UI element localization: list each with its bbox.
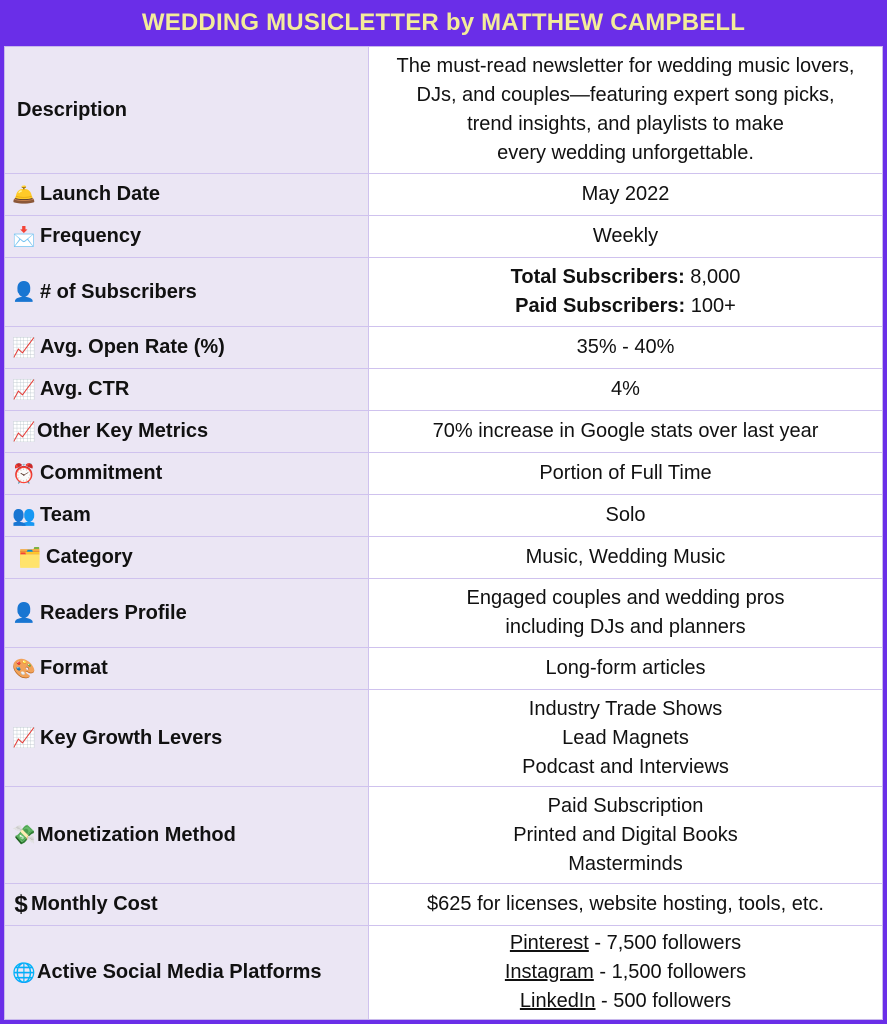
chart-increasing-icon: 📈	[12, 337, 36, 359]
table-row-growth-levers	[5, 690, 882, 787]
label-text: Active Social Media Platforms	[37, 961, 322, 983]
table-row-category	[5, 537, 882, 579]
table-row-launch-date	[5, 174, 882, 216]
value-line	[510, 929, 741, 958]
row-value: Music, Wedding Music	[525, 546, 726, 568]
pinterest-followers: - 7,500 followers	[588, 932, 742, 954]
row-label	[5, 690, 369, 786]
users-icon: 👥	[12, 505, 36, 527]
row-label	[5, 174, 369, 215]
globe-icon: 🌐	[12, 962, 36, 984]
dollar-sign-icon: $	[14, 890, 28, 918]
user-icon: 👤	[12, 603, 36, 624]
value-line	[515, 292, 736, 321]
palette-icon: 🎨	[12, 658, 36, 680]
envelope-arrow-icon: 📩	[12, 226, 36, 248]
row-label	[5, 648, 369, 689]
row-value: Weekly	[592, 225, 659, 247]
value-line: Masterminds	[568, 852, 683, 875]
value-line	[511, 263, 741, 292]
table-row-description	[5, 47, 882, 174]
row-value: Portion of Full Time	[539, 462, 712, 484]
info-table	[4, 46, 883, 1020]
paid-subscribers-value: 100+	[685, 295, 736, 317]
row-value	[369, 258, 882, 326]
row-label	[5, 495, 369, 536]
row-label	[5, 258, 369, 326]
chart-increasing-icon: 📈	[12, 379, 36, 401]
label-text: Team	[40, 504, 91, 526]
label-text: Commitment	[40, 462, 163, 484]
table-row-open-rate	[5, 327, 882, 369]
row-label	[5, 453, 369, 494]
label-text: Monetization Method	[37, 823, 236, 846]
paid-subscribers-label: Paid Subscribers:	[515, 295, 686, 317]
label-text: Frequency	[40, 225, 142, 247]
row-label	[5, 216, 369, 257]
linkedin-link[interactable]: LinkedIn	[519, 990, 596, 1012]
row-label	[5, 579, 369, 647]
value-line: Printed and Digital Books	[513, 823, 738, 846]
table-row-subscribers	[5, 258, 882, 327]
bellhop-icon: 🛎️	[12, 184, 36, 206]
row-value: 70% increase in Google stats over last year	[432, 420, 819, 442]
pinterest-link[interactable]: Pinterest	[509, 932, 589, 954]
value-line: including DJs and planners	[505, 616, 746, 638]
row-label	[5, 411, 369, 452]
label-text: Key Growth Levers	[40, 726, 223, 749]
chart-increasing-icon: 📈	[12, 421, 36, 443]
linkedin-followers: - 500 followers	[595, 990, 732, 1012]
row-label	[5, 787, 369, 883]
instagram-link[interactable]: Instagram	[504, 961, 594, 983]
label-text: Format	[40, 657, 108, 679]
row-label	[5, 926, 369, 1019]
row-value	[369, 47, 882, 173]
row-value: $625 for licenses, website hosting, tools, etc.	[427, 893, 824, 915]
table-row-social-platforms	[5, 926, 882, 1019]
row-value: May 2022	[581, 183, 670, 205]
row-label	[5, 369, 369, 410]
label-text: Other Key Metrics	[37, 420, 209, 442]
row-value	[369, 690, 882, 786]
value-line: Engaged couples and wedding pros	[466, 587, 785, 609]
row-label	[5, 47, 369, 173]
table-row-commitment	[5, 453, 882, 495]
label-text: Launch Date	[40, 183, 161, 205]
alarm-clock-icon: ⏰	[12, 463, 36, 485]
table-row-readers-profile	[5, 579, 882, 648]
row-value	[369, 787, 882, 883]
value-line: DJs, and couples—featuring expert song picks,	[416, 84, 835, 106]
table-row-team	[5, 495, 882, 537]
row-value	[369, 926, 882, 1019]
value-line: Lead Magnets	[562, 726, 689, 749]
row-label	[5, 537, 369, 578]
table-row-monthly-cost	[5, 884, 882, 926]
table-row-ctr	[5, 369, 882, 411]
label-text: Avg. Open Rate (%)	[40, 336, 225, 358]
table-row-frequency	[5, 216, 882, 258]
table-row-other-metrics	[5, 411, 882, 453]
table-row-monetization	[5, 787, 882, 884]
label-text: Description	[17, 98, 128, 121]
value-line	[505, 958, 746, 987]
label-text: Category	[46, 546, 133, 568]
row-value: Solo	[605, 504, 646, 526]
label-text: # of Subscribers	[40, 280, 197, 303]
value-line: Podcast and Interviews	[522, 755, 729, 778]
total-subscribers-value: 8,000	[684, 266, 741, 288]
label-text: Readers Profile	[40, 601, 187, 624]
value-line: The must-read newsletter for wedding music lovers,	[396, 55, 855, 77]
row-label	[5, 327, 369, 368]
value-line	[520, 987, 731, 1016]
row-value	[369, 579, 882, 647]
value-line: Industry Trade Shows	[528, 697, 723, 720]
instagram-followers: - 1,500 followers	[593, 961, 747, 983]
total-subscribers-label: Total Subscribers:	[510, 266, 685, 288]
row-value: 35% - 40%	[576, 336, 675, 358]
user-icon: 👤	[12, 282, 36, 303]
card-index-dividers-icon: 🗂️	[18, 547, 42, 569]
row-value: 4%	[611, 378, 640, 400]
table-row-format	[5, 648, 882, 690]
value-line: trend insights, and playlists to make	[467, 113, 784, 135]
value-line: every wedding unforgettable.	[497, 142, 754, 164]
row-value: Long-form articles	[545, 657, 706, 679]
money-with-wings-icon: 💸	[12, 825, 36, 846]
page-title: WEDDING MUSICLETTER by MATTHEW CAMPBELL	[141, 9, 746, 36]
chart-increasing-icon: 📈	[12, 728, 36, 749]
value-line: Paid Subscription	[547, 794, 704, 817]
row-label	[5, 884, 369, 925]
label-text: Monthly Cost	[31, 893, 158, 915]
label-text: Avg. CTR	[40, 378, 130, 400]
